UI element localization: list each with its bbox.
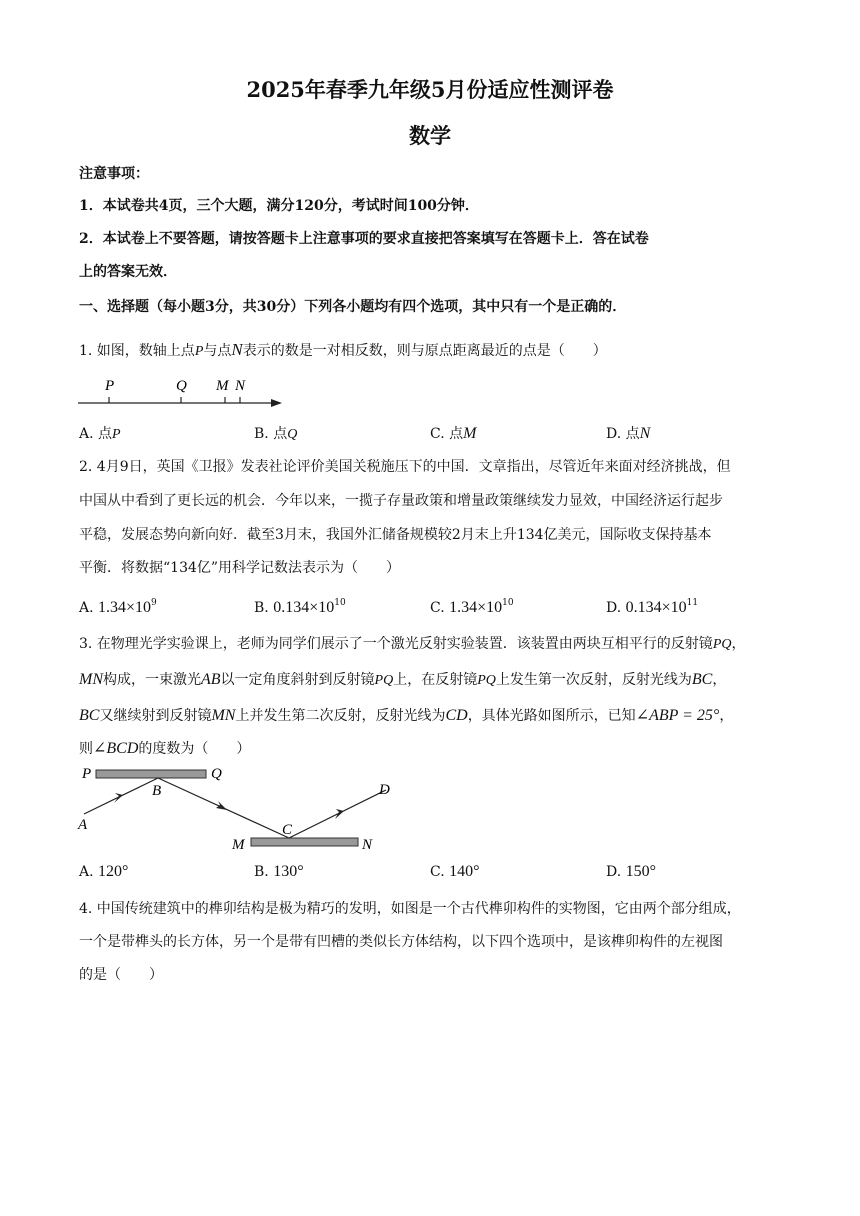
q3-option-a[interactable]: A. 120°	[79, 863, 129, 880]
q2-line-4: 平衡．将数据“134亿”用科学记数法表示为（ ）	[79, 560, 401, 576]
fig-label-d: D	[379, 782, 390, 798]
q3-option-c[interactable]: C. 140°	[430, 863, 480, 880]
notice-item-2b: 上的答案无效．	[79, 264, 177, 280]
subject-title: 数学	[409, 123, 451, 148]
mirror-mn	[251, 838, 358, 846]
q2-line-2: 中国从中看到了更长远的机会．今年以来，一揽子存量政策和增量政策继续发力显效，中国经济运行起步	[79, 493, 723, 509]
q3-option-d[interactable]: D. 150°	[606, 863, 657, 880]
q3-line-4: 则∠BCD的度数为（ ）	[79, 740, 251, 757]
fig-label-a: A	[78, 817, 88, 833]
q3-option-b[interactable]: B. 130°	[254, 863, 304, 880]
fig-label-n: N	[362, 837, 373, 853]
q2-option-b[interactable]: B. $0.134\times 10^{10}$	[254, 598, 346, 616]
q1-var-n: N	[231, 340, 243, 359]
q1-option-a[interactable]: A. 点P	[79, 426, 121, 442]
fig-label-m: M	[232, 837, 245, 853]
number-line-figure	[74, 372, 289, 412]
notice-item-2a: 2．本试卷上不要答题，请按答题卡上注意事项的要求直接把答案填写在答题卡上．答在试卷	[79, 231, 649, 247]
q3-line-1: 3. 在物理光学实验课上，老师为同学们展示了一个激光反射实验装置．该装置由两块互相平行的反射镜PQ，	[79, 636, 746, 652]
notice-heading: 注意事项：	[79, 166, 149, 182]
arrow-ab	[114, 793, 123, 803]
section-heading: 一、选择题（每小题3分，共30分）下列各小题均有四个选项，其中只有一个是正确的．	[79, 299, 627, 315]
q1-option-b[interactable]: B. 点Q	[254, 426, 298, 442]
fig-label-c: C	[282, 822, 293, 838]
q1-stem: 1. 如图，数轴上点P与点N表示的数是一对相反数，则与原点距离最近的点是（ ）	[79, 340, 607, 359]
q2-option-c[interactable]: C. $1.34\times 10^{10}$	[430, 598, 514, 616]
mirror-pq	[96, 770, 206, 778]
label-q: Q	[176, 378, 187, 394]
q4-line-2: 一个是带榫头的长方体，另一个是带有凹槽的类似长方体结构，以下四个选项中，是该榫卯构件的左视图	[79, 934, 723, 950]
q4-line-1: 4. 中国传统建筑中的榫卯结构是极为精巧的发明，如图是一个古代榫卯构件的实物图，它由两个部分组成，	[79, 901, 741, 917]
fig-label-b: B	[152, 783, 162, 799]
q2-option-a[interactable]: A. $1.34\times 10^9$	[79, 598, 157, 616]
fig-label-p: P	[82, 766, 92, 782]
laser-reflection-figure	[76, 762, 406, 854]
number-line-arrow	[271, 399, 282, 407]
q1-option-c[interactable]: C. 点M	[430, 425, 477, 442]
q2-option-d[interactable]: D. $0.134\times 10^{11}$	[606, 598, 699, 616]
q2-line-3: 平稳，发展态势向新向好．截至3月末，我国外汇储备规模较2月末上升134亿美元，国际收支保持基本	[79, 527, 712, 543]
notice-item-1: 1．本试卷共4页，三个大题，满分120分，考试时间100分钟．	[79, 198, 479, 214]
exam-title: 2025年春季九年级5月份适应性测评卷	[246, 77, 614, 102]
label-p: P	[105, 378, 115, 394]
q1-option-d[interactable]: D. 点N	[606, 425, 651, 442]
q3-line-2: MN构成，一束激光AB以一定角度斜射到反射镜PQ上，在反射镜PQ上发生第一次反射，反射光线为BC，	[79, 671, 727, 688]
q4-line-3: 的是（ ）	[79, 967, 163, 983]
label-n: N	[235, 378, 246, 394]
q3-line-3: BC又继续射到反射镜MN上并发生第二次反射，反射光线为CD，具体光路如图所示，已知∠ABP = 25°，	[79, 707, 734, 724]
q1-var-p: P	[194, 344, 204, 359]
ray-cd	[289, 790, 386, 838]
q2-line-1: 2. 4月9日，英国《卫报》发表社论评价美国关税施压下的中国．文章指出，尽管近年来面对经济挑战，但	[79, 459, 731, 475]
label-m: M	[216, 378, 229, 394]
fig-label-q: Q	[211, 766, 222, 782]
